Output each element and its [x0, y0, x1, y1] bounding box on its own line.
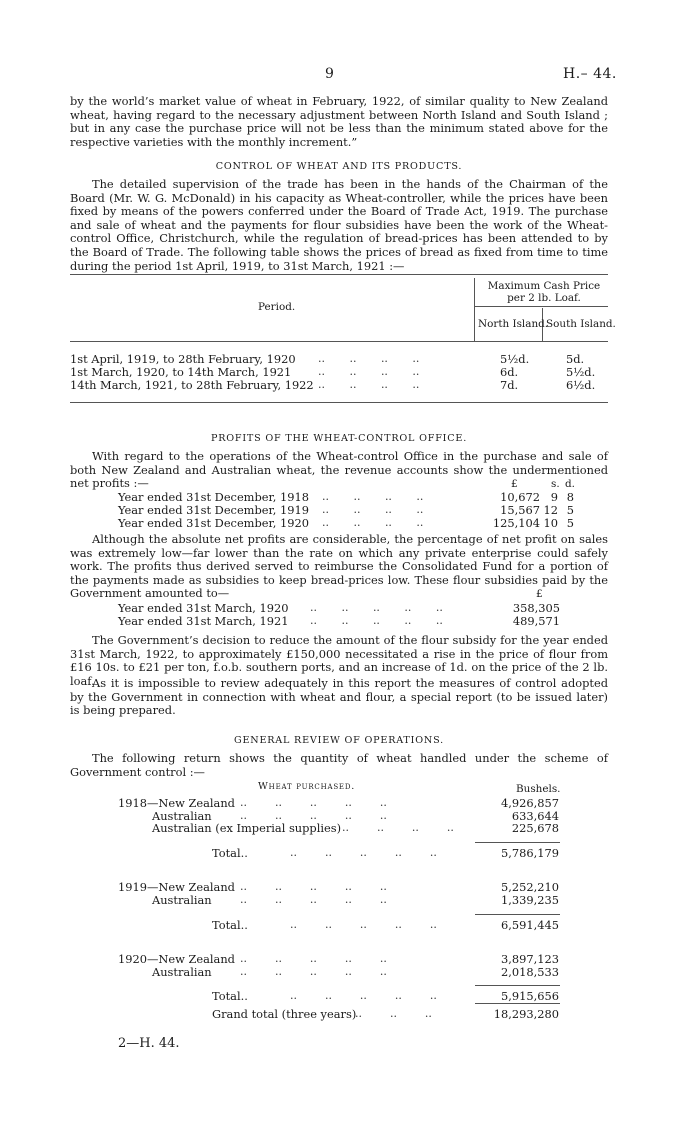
leader-dots: .. .. .. .. .. [310, 614, 443, 627]
control-heading: CONTROL OF WHEAT AND ITS PRODUCTS. [215, 161, 463, 172]
subsidy-pounds-header: £ [536, 588, 543, 600]
profits-heading: PROFITS OF THE WHEAT-CONTROL OFFICE. [210, 433, 468, 444]
wheat-row-value: 633,644 [511, 808, 559, 823]
bushels-header: Bushels. [516, 783, 561, 795]
leader-dots: .. .. .. .. [318, 352, 420, 365]
leader-dots: .. .. .. .. .. [290, 917, 437, 931]
subtotal-rule [475, 914, 560, 915]
bread-row-period: 14th March, 1921, to 28th February, 1922 [70, 378, 314, 392]
south-island-header: South Island. [546, 318, 616, 330]
profit-row-label: Year ended 31st December, 1920 [118, 516, 309, 530]
bread-row-south: 5d. [566, 352, 585, 366]
grand-total-label: Grand total (three years) [212, 1007, 357, 1021]
profit-shillings: 9 [550, 490, 558, 504]
bread-table-subheader-rule [474, 306, 608, 307]
bread-table-top-rule [70, 274, 608, 275]
profit-pounds: 15,567 [500, 503, 540, 517]
profits-paragraph-3: The Government’s decision to reduce the amount of the flour subsidy for the year ended 31st March, 1922, to approximately £150,000 necessitated a rise in the price of flour from £16 10s. to £21 per ton, f.o.b. southern ports, and an increase of 1d. on the price of the 2 lb. loaf. [70, 633, 608, 688]
leader-dots: .. .. .. .. .. [290, 989, 437, 1003]
subtotal-rule [475, 842, 560, 843]
grand-total-value: 18,293,280 [493, 1007, 559, 1021]
subsidy-row-label: Year ended 31st March, 1921 [118, 614, 289, 628]
wheat-row-value: 225,678 [511, 821, 559, 836]
price-header-line2: per 2 lb. Loaf. [507, 292, 581, 304]
pounds-header: £ [511, 478, 518, 490]
wheat-total-label: Total.. [212, 917, 248, 932]
profit-pounds: 125,104 [492, 516, 540, 530]
wheat-total-value: 6,591,445 [501, 917, 559, 932]
wheat-row-label: Australian (ex Imperial supplies) [152, 821, 342, 836]
profits-paragraph-1: With regard to the operations of the Wheat-control Office in the purchase and sale of both New Zealand and Australian wheat, the revenue accounts show the undermentioned net profits :— [70, 449, 608, 491]
wheat-row-value: 5,252,210 [501, 880, 559, 895]
wheat-total-value: 5,786,179 [501, 845, 559, 860]
leader-dots: .. .. .. .. .. [240, 880, 387, 894]
review-paragraph: The following return shows the quantity of wheat handled under the scheme of Government control :— [70, 751, 608, 779]
wheat-total-value: 5,915,656 [501, 989, 559, 1004]
wheat-row-value: 2,018,533 [501, 964, 559, 979]
wheat-row-value: 3,897,123 [501, 952, 559, 967]
profit-row-label: Year ended 31st December, 1918 [118, 490, 309, 504]
shillings-header: s. [551, 478, 560, 490]
bread-table-bottom-rule [70, 402, 608, 403]
document-reference: H.– 44. [563, 66, 617, 82]
profit-pounds: 10,672 [500, 490, 540, 504]
profits-paragraph-2: Although the absolute net profits are considerable, the percentage of net profit on sales was extremely low—far lower than the rate on which any private enterprise could safely work. The profits thus derived served to reimburse the Consolidated Fund for a portion of the payments made as subsidies to keep bread-prices low. These flour subsidies paid by the Government amounted to— [70, 532, 608, 601]
bread-row-north: 7d. [500, 378, 519, 392]
wheat-row-label: Australian [152, 893, 212, 907]
leader-dots: .. .. .. .. [342, 821, 454, 835]
profit-pence: 5 [566, 516, 574, 530]
leader-dots: .. .. .. .. [318, 365, 420, 378]
leader-dots: .. .. .. .. .. [240, 796, 387, 809]
profit-row-label: Year ended 31st December, 1919 [118, 503, 309, 517]
page-number: 9 [325, 66, 334, 82]
leader-dots: .. .. .. .. .. [240, 808, 387, 822]
period-header: Period. [258, 301, 296, 313]
review-heading: GENERAL REVIEW OF OPERATIONS. [234, 735, 444, 746]
profit-pence: 5 [566, 503, 574, 517]
subsidy-row-label: Year ended 31st March, 1920 [118, 601, 289, 615]
leader-dots: .. .. .. .. .. [240, 893, 387, 906]
pence-header: d. [565, 478, 575, 490]
footer-signature: 2—H. 44. [118, 1036, 180, 1051]
bread-row-south: 6½d. [566, 378, 596, 392]
profits-paragraph-4: As it is impossible to review adequately in this report the measures of control adopted by the Government in connection with wheat and flour, a special report (to be issued later) is being prepared. [70, 676, 608, 718]
leader-dots: .. .. .. [355, 1007, 432, 1020]
intro-paragraph: by the world’s market value of wheat in February, 1922, of similar quality to New Zealand wheat, having regard to the necessary adjustment between North Island and South Island ; but in any case the purchase price will not be less than the minimum stated above for the respective varieties with the monthly increment.” [70, 94, 608, 149]
bread-table-header-rule [70, 341, 608, 342]
wheat-row-label: Australian [152, 964, 212, 979]
wheat-row-label: 1918—New Zealand [118, 796, 235, 810]
grand-total-rule [475, 1003, 560, 1004]
bread-table-divider [474, 278, 475, 341]
leader-dots: .. .. .. .. .. [240, 964, 387, 978]
wheat-row-label: 1919—New Zealand [118, 880, 235, 895]
wheat-purchased-title: Wheat purchased. [258, 781, 356, 792]
subtotal-rule [475, 985, 560, 986]
bread-row-south: 5½d. [566, 365, 596, 379]
subsidy-amount: 489,571 [512, 614, 560, 628]
leader-dots: .. .. .. .. [322, 516, 424, 529]
leader-dots: .. .. .. .. [318, 378, 420, 391]
profit-shillings: 10 [543, 516, 558, 530]
wheat-row-label: 1920—New Zealand [118, 952, 235, 967]
bread-row-north: 6d. [500, 365, 519, 379]
profit-shillings: 12 [543, 503, 558, 517]
bread-row-period: 1st April, 1919, to 28th February, 1920 [70, 352, 296, 366]
leader-dots: .. .. .. .. .. [240, 952, 387, 966]
subsidy-amount: 358,305 [512, 601, 560, 615]
wheat-total-label: Total.. [212, 989, 248, 1004]
bread-row-north: 5½d. [500, 352, 530, 366]
bread-row-period: 1st March, 1920, to 14th March, 1921 [70, 365, 292, 379]
leader-dots: .. .. .. .. .. [290, 845, 437, 859]
leader-dots: .. .. .. .. [322, 490, 424, 503]
leader-dots: .. .. .. .. .. [310, 601, 443, 614]
control-paragraph: The detailed supervision of the trade has been in the hands of the Chairman of the Board (Mr. W. G. McDonald) in his capacity as Wheat-controller, while the prices have been fixed by means of the powers conferred under the Board of Trade Act, 1919. The purchase and sale of wheat and the payments for flour subsidies have been the work of the Wheat-control Office, Christchurch, while the regulation of bread-prices has been attended to by the Board of Trade. The following table shows the prices of bread as fixed from time to time during the period 1st April, 1919, to 31st March, 1921 :— [70, 177, 608, 273]
wheat-total-label: Total.. [212, 845, 248, 860]
wheat-row-value: 4,926,857 [501, 796, 559, 810]
wheat-row-value: 1,339,235 [501, 893, 559, 907]
wheat-row-label: Australian [152, 808, 212, 823]
price-header-line1: Maximum Cash Price [487, 280, 601, 292]
north-island-header: North Island. [478, 318, 549, 330]
profit-pence: 8 [566, 490, 574, 504]
leader-dots: .. .. .. .. [322, 503, 424, 516]
